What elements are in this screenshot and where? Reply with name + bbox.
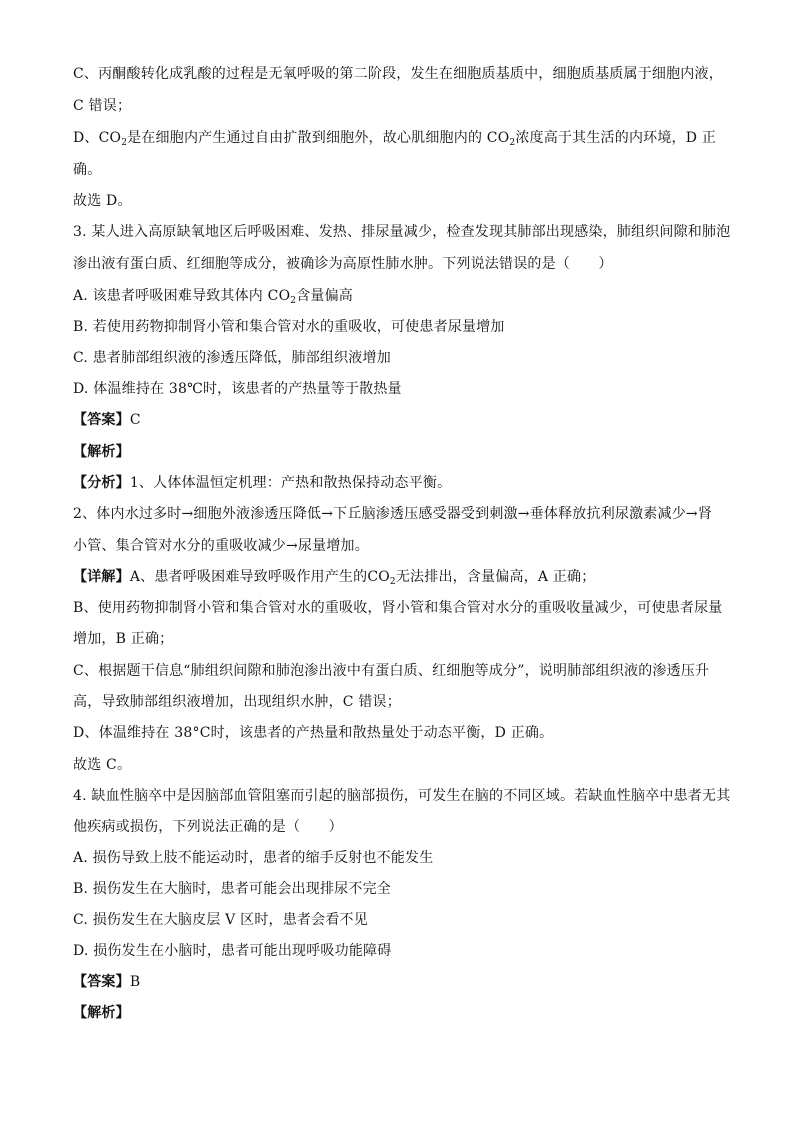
subscript: 2 [509, 138, 516, 148]
q3-analysis-tag: 【解析】 [73, 444, 130, 460]
q2-option-d-explanation-line1 [73, 128, 716, 148]
q3-stem-line2: 渗出液有蛋白质、红细胞等成分，被确诊为高原性肺水肿。下列说法错误的是（ ） [73, 256, 613, 272]
text-fragment: 含量偏高 [296, 288, 353, 304]
fenxi-tag: 【分析】 [73, 475, 130, 491]
answer-tag: 【答案】 [73, 412, 130, 428]
q3-fenxi-point2-line2: 小管、集合管对水分的重吸收减少→尿量增加。 [73, 538, 369, 554]
q3-conclusion: 故选 C。 [73, 757, 132, 773]
q3-xiangjie-d: D、体温维持在 38°C时，该患者的产热量和散热量处于动态平衡，D 正确。 [73, 725, 554, 741]
answer-value: B [129, 974, 141, 990]
q4-option-c: C. 损伤发生在大脑皮层 V 区时，患者会看不见 [73, 912, 368, 928]
q3-fenxi-point2-line1: 2、体内水过多时→细胞外液渗透压降低→下丘脑渗透压感受器受到刺激→垂体释放抗利尿激素减少→肾 [73, 506, 713, 522]
q2-option-c-explanation-line2: C 错误； [73, 98, 132, 114]
q3-xiangjie-b-line1: B、使用药物抑制肾小管和集合管对水的重吸收，肾小管和集合管对水分的重吸收量减少，可使患者尿量 [73, 600, 723, 616]
q3-option-d: D. 体温维持在 38℃时，该患者的产热量等于散热量 [73, 381, 402, 397]
q3-stem-line1: 3. 某人进入高原缺氧地区后呼吸困难、发热、排尿量减少，检查发现其肺部出现感染，肺组织间隙和肺泡 [73, 224, 731, 240]
subscript: 2 [389, 577, 396, 587]
text-fragment: A、患者呼吸困难导致呼吸作用产生的CO [129, 569, 390, 585]
q3-fenxi-point1 [73, 473, 451, 493]
q2-conclusion: 故选 D。 [73, 193, 132, 209]
text-fragment: A. 该患者呼吸困难导致其体内 CO [73, 288, 291, 304]
q3-option-c: C. 患者肺部组织液的渗透压降低，肺部组织液增加 [73, 350, 391, 366]
q4-stem-line1: 4. 缺血性脑卒中是因脑部血管阻塞而引起的脑部损伤，可发生在脑的不同区域。若缺血性脑卒中患者无其 [73, 788, 731, 804]
q4-option-d: D. 损伤发生在小脑时，患者可能出现呼吸功能障碍 [73, 943, 392, 959]
q2-option-d-explanation-line2: 确。 [73, 162, 102, 178]
subscript: 2 [290, 296, 297, 306]
q4-stem-line2: 他疾病或损伤，下列说法正确的是（ ） [73, 819, 343, 835]
text-fragment: 无法排出，含量偏高，A 正确； [395, 569, 596, 585]
text-fragment: D、CO [73, 130, 122, 146]
q4-answer [73, 972, 140, 992]
q3-xiangjie-b-line2: 增加，B 正确； [73, 631, 174, 647]
subscript: 2 [121, 138, 128, 148]
q3-xiangjie-c-line1: C、根据题干信息“肺组织间隙和肺泡渗出液中有蛋白质、红细胞等成分”，说明肺部组织液的渗透压升 [73, 663, 710, 679]
q3-option-b: B. 若使用药物抑制肾小管和集合管对水的重吸收，可使患者尿量增加 [73, 319, 505, 335]
q4-option-b: B. 损伤发生在大脑时，患者可能会出现排尿不完全 [73, 881, 391, 897]
q3-answer [73, 410, 141, 430]
answer-tag: 【答案】 [73, 974, 130, 990]
xiangjie-tag: 【详解】 [73, 569, 130, 585]
q4-analysis-tag: 【解析】 [73, 1005, 130, 1021]
q4-option-a: A. 损伤导致上肢不能运动时，患者的缩手反射也不能发生 [73, 850, 434, 866]
text-fragment: 是在细胞内产生通过自由扩散到细胞外，故心肌细胞内的 CO [127, 130, 510, 146]
text-fragment: 1、人体体温恒定机理：产热和散热保持动态平衡。 [129, 475, 452, 491]
q3-xiangjie-a [73, 567, 595, 587]
answer-value: C [129, 412, 141, 428]
q3-option-a [73, 286, 353, 306]
q3-xiangjie-c-line2: 高，导致肺部组织液增加，出现组织水肿，C 错误； [73, 694, 401, 710]
text-fragment: 浓度高于其生活的内环境，D 正 [515, 130, 717, 146]
q2-option-c-explanation-line1: C、丙酮酸转化成乳酸的过程是无氧呼吸的第二阶段，发生在细胞质基质中，细胞质基质属于细胞内液， [73, 66, 723, 82]
